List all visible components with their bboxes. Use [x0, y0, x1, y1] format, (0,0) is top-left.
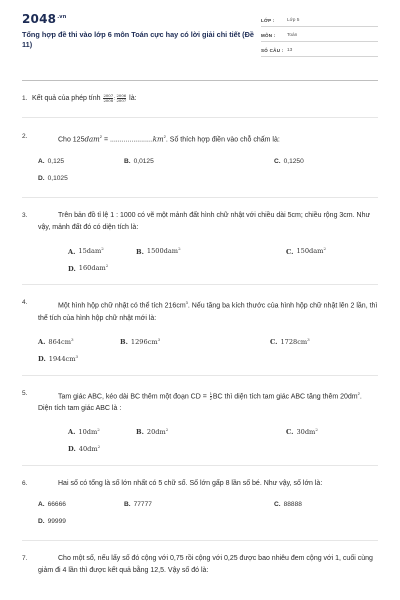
document-meta: [261, 14, 378, 59]
answer-options: [22, 331, 378, 365]
meta-row-count: [261, 44, 378, 57]
question-text-part: Một hình hộp chữ nhật có thể tích 216cm: [58, 302, 186, 310]
fraction-numerator: 2006: [116, 92, 127, 98]
meta-value: 13: [286, 47, 293, 53]
question-text-part: là:: [129, 95, 137, 102]
question-divider: [22, 375, 378, 376]
exponent: 2: [97, 443, 101, 449]
answer-options: [22, 153, 378, 187]
exponent: 2: [105, 263, 109, 269]
document-title: Tổng hợp đề thi vào lớp 6 môn Toán cực hay có lời giải chi tiết (Đề 11): [22, 30, 254, 49]
question-number: 1.: [22, 95, 28, 102]
question-number: 3.: [22, 212, 28, 220]
option-b[interactable]: [136, 240, 286, 257]
unit: dam: [84, 135, 100, 144]
unit: km: [152, 135, 164, 144]
option-value: 1728cm: [280, 337, 308, 346]
question-text-part: Cho 125: [58, 136, 85, 144]
question-text: [22, 388, 378, 415]
option-value: 150dam: [296, 247, 324, 256]
answer-options: [22, 240, 378, 274]
question-text-part: . Nếu tăng ba kích thước của hình hộp chữ nhật lên 2 lần, thì thể tích của hình hộp chữ nhật mới là:: [38, 302, 378, 322]
option-a[interactable]: [68, 421, 136, 438]
question-text: Trên bản đồ tỉ lệ 1 : 1000 có vẽ một mảnh đất hình chữ nhật với chiều dài 5cm; chiều rộng 3cm. Như vậy, mảnh đất đó có diện tích là:: [38, 212, 371, 232]
option-d[interactable]: [68, 438, 218, 455]
option-value: 88888: [283, 500, 302, 508]
meta-value: Toán: [286, 32, 298, 38]
logo-suffix: .vn: [57, 14, 67, 20]
option-key: D.: [68, 264, 76, 273]
document-header: [22, 12, 378, 72]
option-key: C.: [274, 158, 281, 166]
exponent: 2: [357, 390, 360, 396]
option-value: 1944cm: [48, 354, 76, 363]
option-key: A.: [68, 428, 76, 437]
meta-label: SỐ CÂU :: [260, 47, 284, 53]
option-value: 0,0125: [133, 158, 154, 166]
option-value: 1500dam: [146, 247, 179, 256]
question-divider: [22, 117, 378, 118]
option-value: 20dm: [146, 428, 166, 437]
option-a[interactable]: [38, 153, 124, 170]
question-text-part: BC thì diện tích tam giác ABC tăng thêm 20dm: [212, 392, 358, 400]
question-text: Cho một số, nếu lấy số đó cộng với 0,75 rồi cộng với 0,25 được bao nhiêu đem cộng với 1, cuối cùng giảm đi 4 lần thì được kết quả bằng 12,5. Vậy số đó là:: [38, 554, 373, 574]
option-key: D.: [68, 445, 76, 454]
option-value: 40dm: [78, 445, 98, 454]
option-value: 0,125: [47, 158, 65, 166]
exponent: 3: [157, 336, 161, 342]
question-3: [22, 210, 378, 234]
exponent: 2: [178, 246, 181, 252]
option-c[interactable]: [286, 240, 354, 257]
question-text: [22, 131, 378, 146]
option-d[interactable]: [68, 257, 218, 274]
option-key: C.: [286, 428, 294, 437]
option-a[interactable]: [38, 331, 120, 348]
question-divider: [22, 540, 378, 541]
option-value: 30dm: [296, 428, 316, 437]
meta-row-class: [261, 14, 378, 27]
option-value: 0,1250: [283, 158, 304, 166]
exponent: 2: [165, 426, 169, 432]
fraction: [210, 392, 212, 401]
option-key: D.: [38, 175, 45, 183]
answer-options: [22, 496, 378, 530]
option-b[interactable]: [136, 421, 286, 438]
question-4: [22, 297, 378, 324]
exponent: 2: [97, 426, 100, 432]
fraction-numerator: 2007: [103, 92, 114, 98]
option-key: A.: [38, 158, 45, 166]
option-key: B.: [136, 428, 144, 437]
option-d[interactable]: [38, 513, 188, 530]
question-text: [22, 297, 378, 324]
exponent: 3: [75, 353, 79, 359]
exponent: 3: [70, 336, 74, 342]
question-number: 4.: [22, 299, 28, 307]
fraction-denominator: 2: [209, 396, 212, 401]
answer-options: [22, 421, 378, 455]
exponent: 2: [323, 246, 326, 252]
exponent: 2: [101, 246, 104, 252]
exponent: 2: [163, 134, 166, 139]
fraction: [117, 94, 127, 103]
site-logo[interactable]: [22, 12, 261, 26]
division-sign: :: [114, 96, 116, 102]
question-text: Hai số có tổng là số lớn nhất có 5 chữ số. Số lớn gấp 8 lần số bé. Như vậy, số lớn là:: [58, 479, 323, 487]
option-value: 15dam: [78, 247, 102, 256]
option-b[interactable]: [124, 153, 274, 170]
option-value: 0,1025: [47, 175, 68, 183]
header-divider: [22, 80, 378, 81]
option-value: 77777: [133, 500, 152, 508]
option-value: 10dm: [78, 428, 98, 437]
option-key: B.: [124, 158, 131, 166]
question-divider: [22, 284, 378, 285]
option-d[interactable]: [38, 170, 188, 187]
header-left: [22, 12, 261, 49]
question-text-part: Tam giác ABC, kéo dài BC thêm một đoạn CD =: [58, 392, 209, 400]
option-c[interactable]: [286, 421, 354, 438]
meta-label: MÔN :: [260, 32, 276, 38]
question-text-part: . Diện tích tam giác ABC là :: [38, 392, 362, 412]
question-7: [22, 553, 378, 577]
option-value: 160dam: [78, 264, 106, 273]
option-key: A.: [68, 247, 76, 256]
question-2: [22, 131, 378, 146]
question-divider: [22, 197, 378, 198]
question-6: [22, 478, 378, 490]
option-value: 864cm: [48, 337, 71, 346]
meta-value: Lớp 5: [286, 17, 300, 23]
option-key: C.: [286, 247, 294, 256]
question-text: [22, 93, 378, 105]
option-key: B.: [136, 247, 144, 256]
question-text-part: Kết quả của phép tính: [32, 95, 101, 102]
option-key: B.: [124, 500, 131, 508]
option-value: 1296cm: [130, 337, 158, 346]
exponent: 3: [185, 300, 188, 306]
fraction-denominator: 2008: [103, 97, 114, 103]
option-d[interactable]: [38, 348, 188, 365]
fraction-numerator: 1: [209, 391, 212, 396]
question-number: 2.: [22, 133, 28, 140]
fraction-denominator: 2007: [116, 97, 127, 103]
option-c[interactable]: [274, 496, 360, 513]
option-c[interactable]: [270, 331, 352, 348]
question-1: [22, 93, 378, 105]
option-key: D.: [38, 354, 46, 363]
question-5: [22, 388, 378, 415]
option-b[interactable]: [124, 496, 274, 513]
meta-row-subject: [261, 29, 378, 42]
option-key: C.: [270, 337, 278, 346]
question-number: 5.: [22, 389, 28, 397]
option-value: 66666: [47, 500, 66, 508]
option-key: A.: [38, 500, 45, 508]
option-key: C.: [274, 500, 281, 508]
meta-label: LỚP :: [260, 17, 275, 23]
option-a[interactable]: [38, 496, 124, 513]
option-value: 99999: [47, 517, 66, 525]
exponent: 2: [315, 426, 318, 432]
exponent: 2: [99, 134, 102, 139]
exponent: 3: [307, 336, 310, 342]
option-a[interactable]: [68, 240, 136, 257]
question-text-part: . Số thích hợp điền vào chỗ chấm là:: [165, 136, 280, 144]
question-blank: = ......................: [102, 136, 153, 144]
question-number: 7.: [22, 554, 28, 562]
logo-text: 2048: [22, 12, 57, 26]
option-c[interactable]: [274, 153, 360, 170]
option-key: B.: [120, 337, 128, 346]
option-key: A.: [38, 337, 46, 346]
fraction: [103, 92, 116, 103]
question-number: 6.: [22, 479, 28, 487]
question-divider: [22, 465, 378, 466]
option-key: D.: [38, 517, 45, 525]
option-b[interactable]: [120, 331, 270, 348]
